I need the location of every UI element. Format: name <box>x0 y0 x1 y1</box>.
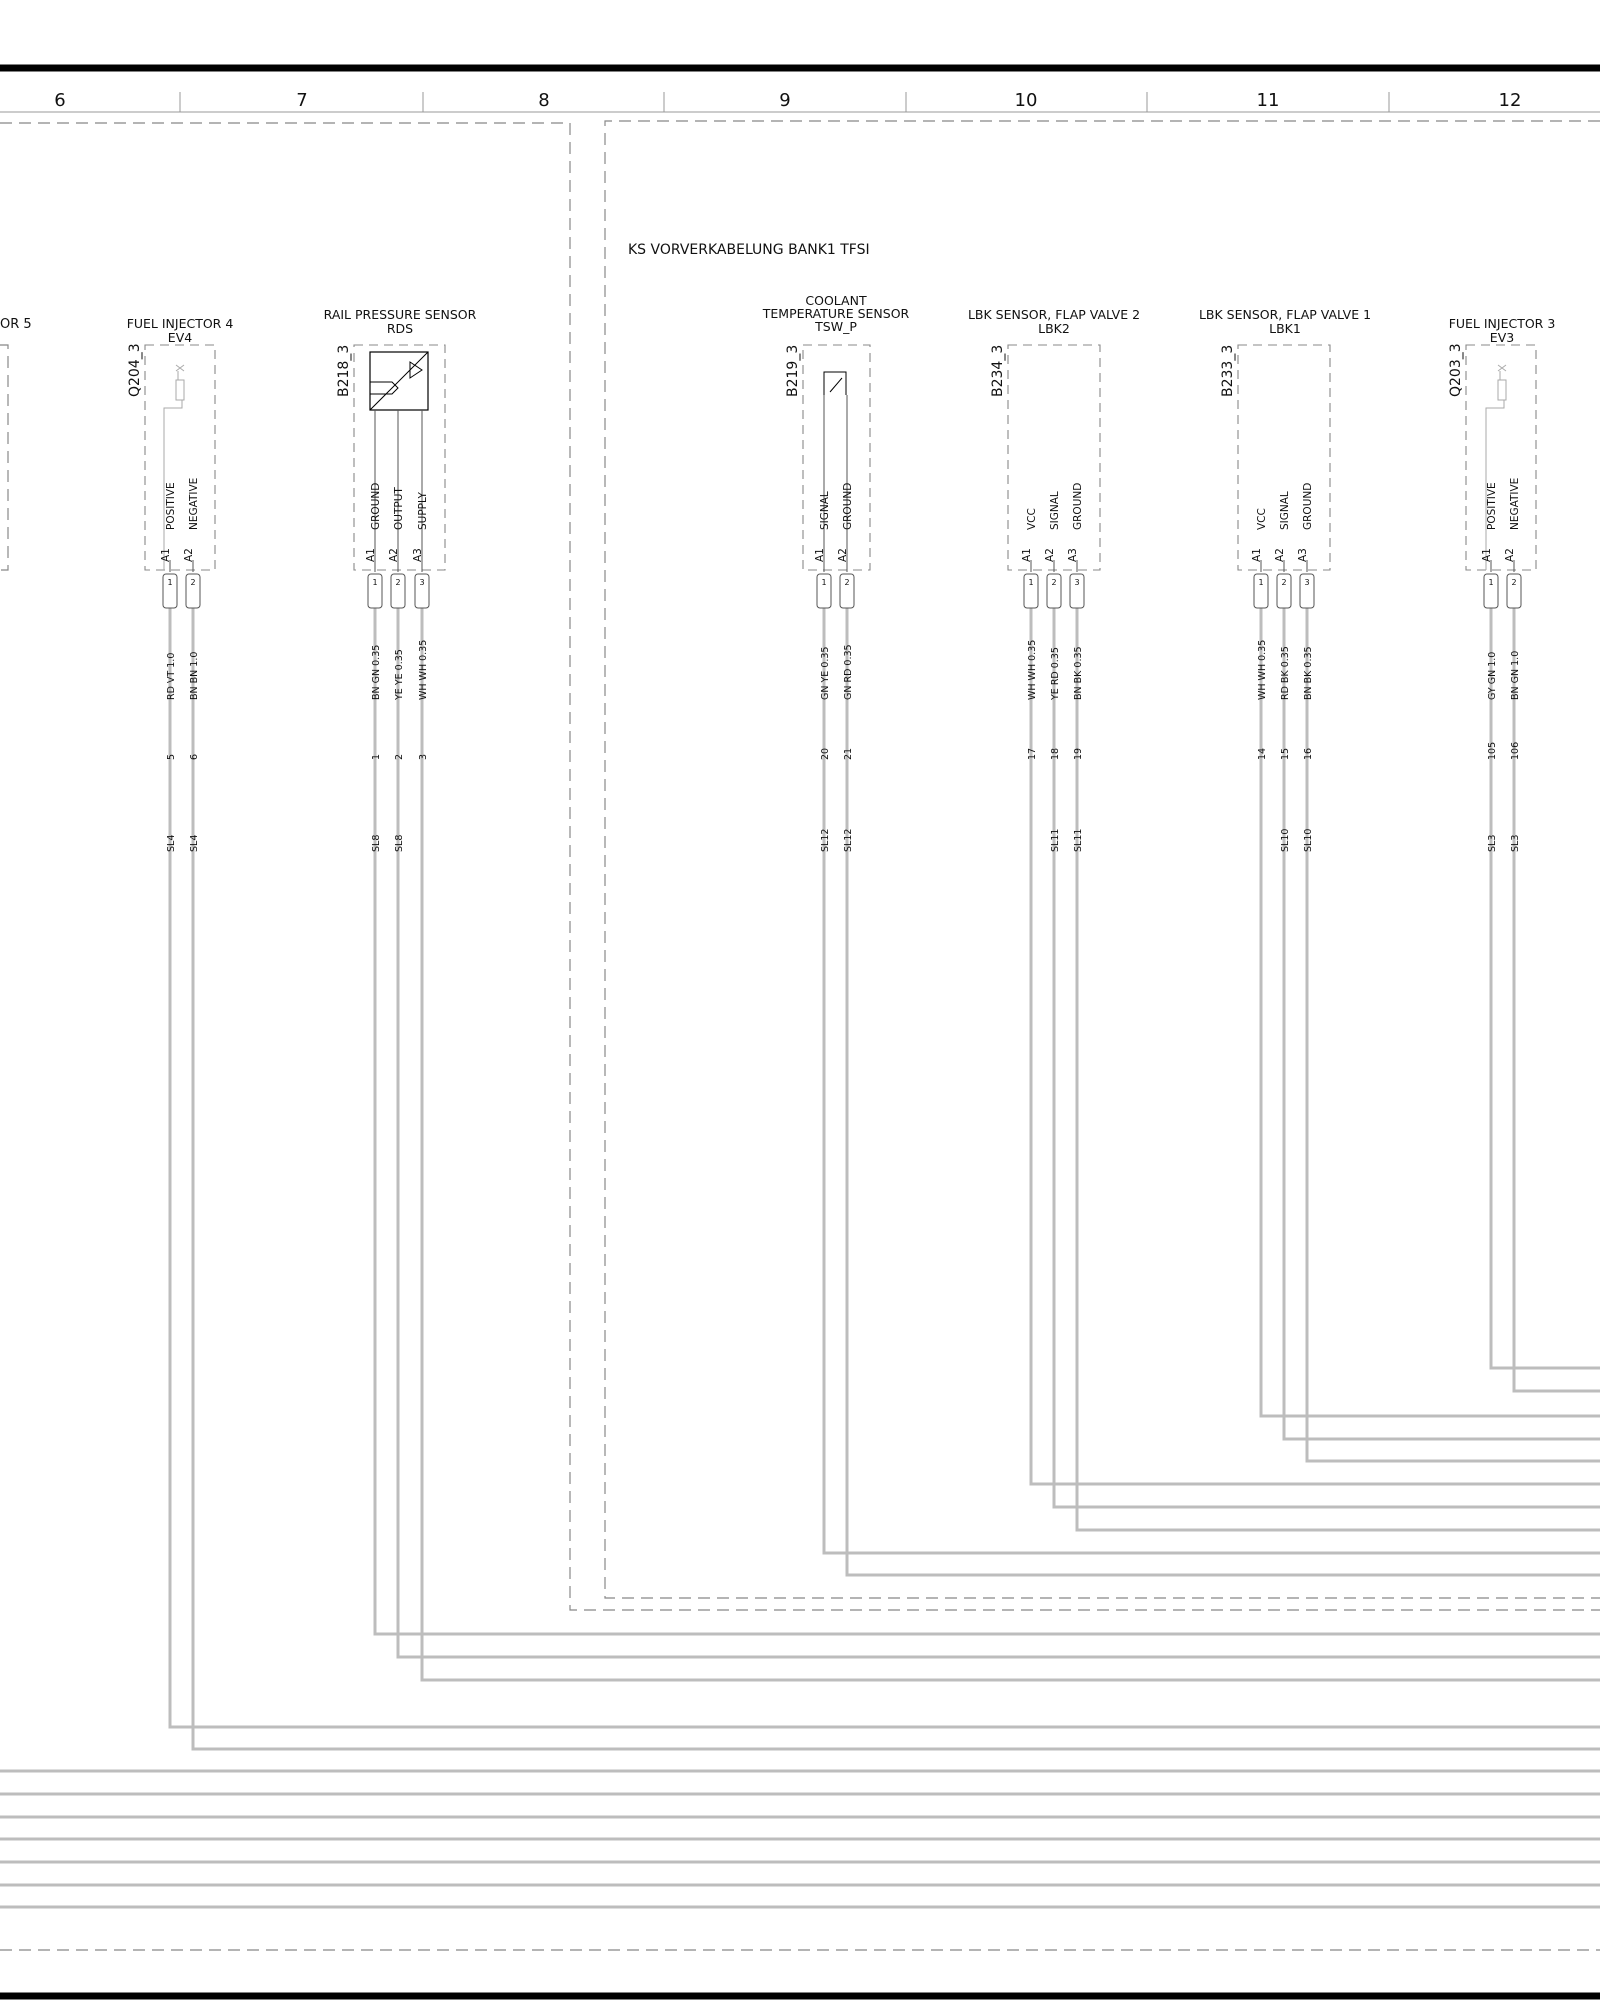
pin-id: A2 <box>183 548 195 562</box>
group-title: KS VORVERKABELUNG BANK1 TFSI <box>628 242 870 258</box>
pin-id: A2 <box>1274 548 1286 562</box>
wire-number: 19 <box>1073 747 1084 760</box>
pin-id: A1 <box>1251 548 1263 562</box>
component-reference: Q203_3 <box>1448 343 1464 397</box>
pin-id: A3 <box>412 548 424 562</box>
component-reference: B234_3 <box>990 344 1006 397</box>
wire-number: 15 <box>1280 747 1291 760</box>
connector-number: 2 <box>395 578 401 587</box>
connector-number: 3 <box>1304 578 1310 587</box>
wire-color-label: BN BK 0.35 <box>1073 646 1084 700</box>
splice-label: SL3 <box>1487 834 1498 852</box>
splice-label: SL10 <box>1303 828 1314 852</box>
splice-label: SL4 <box>166 834 177 852</box>
pin-id: A1 <box>1481 548 1493 562</box>
pin-id: A1 <box>814 548 826 562</box>
pin-label: SIGNAL <box>1279 491 1291 530</box>
connector-number: 1 <box>167 578 173 587</box>
wire-color-label: BN BK 0.35 <box>1303 646 1314 700</box>
splice-label: SL8 <box>394 834 405 852</box>
pin-label: POSITIVE <box>165 482 177 530</box>
component-title: FUEL INJECTOR 4 <box>126 316 234 331</box>
wire-color-label: BN GN 1.0 <box>1510 650 1521 700</box>
splice-label: SL10 <box>1280 828 1291 852</box>
partial-component-title: OR 5 <box>0 317 32 332</box>
pin-id: A3 <box>1297 548 1309 562</box>
connector-number: 1 <box>1488 578 1494 587</box>
wire-number: 18 <box>1050 747 1061 760</box>
wire-color-label: WH WH 0.35 <box>418 639 429 700</box>
connector-number: 2 <box>1511 578 1517 587</box>
column-number: 11 <box>1256 90 1280 111</box>
component-reference: B233_3 <box>1220 344 1236 397</box>
component-title: TEMPERATURE SENSOR <box>762 306 910 321</box>
wire-number: 105 <box>1487 741 1498 760</box>
pin-id: A1 <box>1021 548 1033 562</box>
connector-number: 1 <box>1258 578 1264 587</box>
pin-label: NEGATIVE <box>188 477 200 530</box>
component-title: RAIL PRESSURE SENSOR <box>323 307 477 322</box>
pin-label: OUTPUT <box>393 487 405 530</box>
column-number: 8 <box>538 90 550 111</box>
pin-label: GROUND <box>370 482 382 530</box>
component-reference: Q204_3 <box>127 343 143 397</box>
pin-label: POSITIVE <box>1486 482 1498 530</box>
wire-color-label: RD VT 1.0 <box>166 652 177 700</box>
pin-label: SIGNAL <box>819 491 831 530</box>
pin-id: A2 <box>837 548 849 562</box>
wire-color-label: YE YE 0.35 <box>394 649 405 700</box>
column-number: 12 <box>1498 90 1522 111</box>
splice-label: SL11 <box>1050 828 1061 852</box>
connector-number: 3 <box>1074 578 1080 587</box>
component-reference: B219_3 <box>785 344 801 397</box>
wire-number: 17 <box>1027 747 1038 760</box>
wire-color-label: GN RD 0.35 <box>843 644 854 700</box>
connector-number: 2 <box>1051 578 1057 587</box>
pin-label: VCC <box>1026 508 1038 530</box>
component-title: LBK SENSOR, FLAP VALVE 2 <box>967 307 1141 322</box>
pin-id: A1 <box>160 548 172 562</box>
pin-id: A3 <box>1067 548 1079 562</box>
wire-number: 1 <box>371 753 382 760</box>
component-title: EV3 <box>1489 330 1515 345</box>
component-title: LBK1 <box>1269 321 1301 336</box>
connector-number: 2 <box>190 578 196 587</box>
pin-label: VCC <box>1256 508 1268 530</box>
column-number: 7 <box>296 90 308 111</box>
pin-id: A2 <box>1044 548 1056 562</box>
wire-color-label: GN YE 0.35 <box>820 646 831 700</box>
pin-label: GROUND <box>1072 482 1084 530</box>
component-title: COOLANT <box>805 293 867 308</box>
column-number: 10 <box>1014 90 1038 111</box>
splice-label: SL12 <box>820 828 831 852</box>
connector-number: 2 <box>1281 578 1287 587</box>
connector-number: 2 <box>844 578 850 587</box>
wire-number: 20 <box>820 747 831 760</box>
wire-number: 2 <box>394 753 405 760</box>
connector-number: 1 <box>1028 578 1034 587</box>
wire-color-label: BN BN 1.0 <box>189 651 200 700</box>
column-number: 6 <box>54 90 66 111</box>
wire-number: 14 <box>1257 747 1268 760</box>
wire-number: 21 <box>843 747 854 760</box>
column-number: 9 <box>779 90 791 111</box>
wire-color-label: RD BK 0.35 <box>1280 646 1291 700</box>
splice-label: SL12 <box>843 828 854 852</box>
component-title: TSW_P <box>815 319 857 334</box>
component-title: EV4 <box>167 330 193 345</box>
wire-color-label: YE RD 0.35 <box>1050 647 1061 700</box>
component-title: LBK2 <box>1038 321 1070 336</box>
pin-label: GROUND <box>842 482 854 530</box>
pin-label: SUPPLY <box>417 492 429 530</box>
component-title: LBK SENSOR, FLAP VALVE 1 <box>1198 307 1372 322</box>
splice-label: SL4 <box>189 834 200 852</box>
component-title: RDS <box>386 321 414 336</box>
wire-number: 3 <box>418 753 429 760</box>
connector-number: 3 <box>419 578 425 587</box>
pin-label: GROUND <box>1302 482 1314 530</box>
splice-label: SL3 <box>1510 834 1521 852</box>
wire-number: 16 <box>1303 747 1314 760</box>
component-reference: B218_3 <box>336 344 352 397</box>
pin-id: A1 <box>365 548 377 562</box>
pin-id: A2 <box>388 548 400 562</box>
wire-number: 106 <box>1510 741 1521 760</box>
connector-number: 1 <box>821 578 827 587</box>
wire-number: 6 <box>189 753 200 760</box>
wire-number: 5 <box>166 753 177 760</box>
pin-label: NEGATIVE <box>1509 477 1521 530</box>
wire-color-label: BN GN 0.35 <box>371 644 382 700</box>
wire-color-label: GY GN 1.0 <box>1487 651 1498 700</box>
splice-label: SL8 <box>371 834 382 852</box>
pin-id: A2 <box>1504 548 1516 562</box>
component-title: FUEL INJECTOR 3 <box>1448 316 1556 331</box>
pin-label: SIGNAL <box>1049 491 1061 530</box>
wire-color-label: WH WH 0.35 <box>1257 639 1268 700</box>
wire-color-label: WH WH 0.35 <box>1027 639 1038 700</box>
splice-label: SL11 <box>1073 828 1084 852</box>
connector-number: 1 <box>372 578 378 587</box>
